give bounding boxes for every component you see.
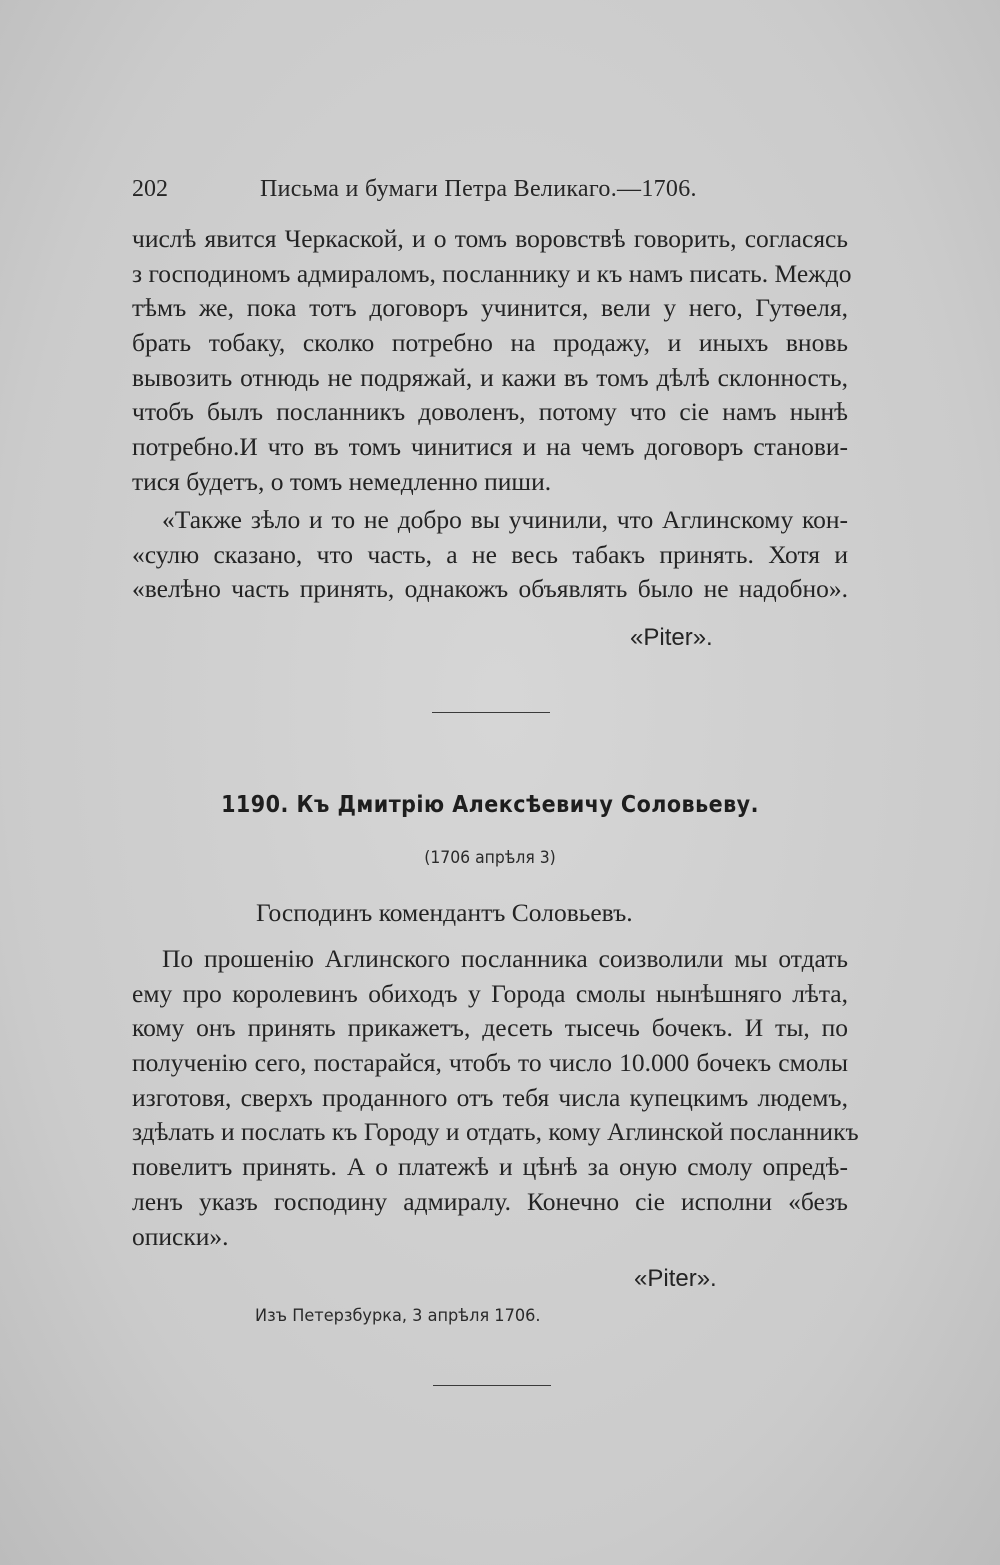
- letter1-quote: [132, 503, 848, 607]
- letter2-body: [132, 942, 859, 1254]
- place-date-note: Изъ Петерзбурка, 3 апрѣля 1706.: [255, 1306, 541, 1326]
- letter1-body: [132, 222, 852, 500]
- text-line: брать тобаку, сколко потребно на продажу, и иныхъ вновь: [132, 328, 848, 358]
- text-line: чтобъ былъ посланникъ доволенъ, потому что сіе намъ нынѣ: [132, 397, 848, 427]
- text-line: изготовя, сверхъ проданного отъ тебя числа купецкимъ людемъ,: [132, 1082, 848, 1112]
- text-line: «велѣно часть принять, однакожъ объявлять было не надобно».: [132, 574, 848, 604]
- text-line: вывозить отнюдь не подряжай, и кажи въ томъ дѣлѣ склонность,: [132, 362, 848, 392]
- text-line: полученію сего, постарайся, чтобъ то число 10.000 бочекъ смолы: [132, 1048, 848, 1078]
- page-number: 202: [132, 176, 168, 202]
- running-head: [132, 176, 852, 210]
- letter1-signature: «Piter».: [630, 624, 713, 651]
- text-line: тѣмъ же, пока тотъ договоръ учинится, вели у него, Гутѳеля,: [132, 293, 848, 323]
- section-divider: [433, 1385, 551, 1386]
- text-line: потребно.И что въ томъ чинитися и на чемъ договоръ станови-: [132, 432, 848, 462]
- letter-date: (1706 апрѣля 3): [424, 848, 556, 868]
- text-line: здѣлать и послать къ Городу и отдать, кому Аглинской посланникъ: [132, 1117, 859, 1147]
- text-line: тися будетъ, о томъ немедленно пиши.: [132, 466, 552, 496]
- text-line: числѣ явится Черкаской, и о томъ воровствѣ говорить, согласясь: [132, 224, 848, 253]
- text-line: ему про королевинъ обиходъ у Города смолы нынѣшняго лѣта,: [132, 978, 848, 1008]
- text-line: «Также зѣло и то не добро вы учинили, что Аглинскому кон-: [162, 505, 848, 534]
- text-line: По прошенію Аглинского посланника соизволили мы отдать: [162, 944, 848, 973]
- letter2-signature: «Piter».: [634, 1265, 717, 1292]
- letter-title: 1190. Къ Дмитрію Алексѣевичу Соловьеву.: [221, 792, 759, 818]
- text-line: описки».: [132, 1221, 229, 1251]
- running-head-title: Письма и бумаги Петра Великаго.—1706.: [260, 176, 697, 202]
- salutation: Господинъ комендантъ Соловьевъ.: [256, 898, 633, 927]
- section-divider: [432, 712, 550, 713]
- text-line: кому онъ принять прикажетъ, десеть тысечь бочекъ. И ты, по: [132, 1013, 848, 1043]
- text-line: «сулю сказано, что часть, а не весь табакъ принять. Хотя и: [132, 539, 848, 569]
- text-line: з господиномъ адмираломъ, посланнику и къ намъ писать. Междо: [132, 258, 852, 288]
- text-line: ленъ указъ господину адмиралу. Конечно сіе исполни «безъ: [132, 1186, 848, 1216]
- text-line: повелитъ принять. А о платежѣ и цѣнѣ за оную смолу опредѣ-: [132, 1152, 848, 1182]
